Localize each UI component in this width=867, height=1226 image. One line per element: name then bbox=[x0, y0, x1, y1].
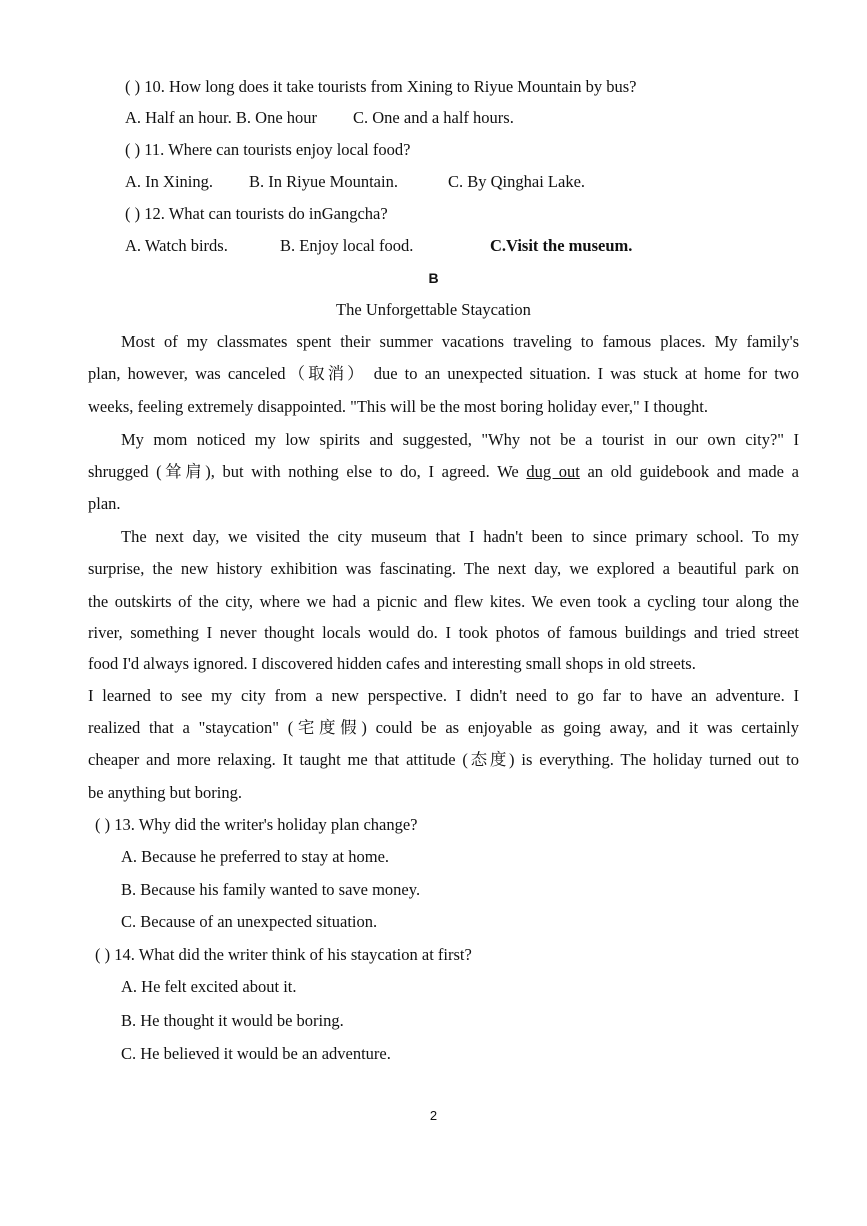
passage-line: be anything but boring. bbox=[88, 783, 242, 802]
page-number: 2 bbox=[429, 1108, 438, 1123]
passage-line: My mom noticed my low spirits and suggested, "Why not be a tourist in our own city?" I bbox=[121, 430, 799, 449]
passage-line: food I'd always ignored. I discovered hidden cafes and interesting small shops in old streets. bbox=[88, 654, 696, 673]
passage-title: The Unforgettable Staycation bbox=[336, 300, 531, 319]
question-14-option-b: B. He thought it would be boring. bbox=[121, 1011, 344, 1030]
question-11-option-a: A. In Xining. bbox=[125, 172, 213, 191]
passage-line: plan. bbox=[88, 494, 121, 513]
passage-text: an old guidebook and made a bbox=[579, 462, 799, 481]
question-14-option-a: A. He felt excited about it. bbox=[121, 977, 297, 996]
question-11-stem: ( ) 11. Where can tourists enjoy local food? bbox=[125, 140, 411, 159]
passage-line: river, something I never thought locals would do. I took photos of famous buildings and tried street bbox=[88, 623, 799, 642]
passage-line: the outskirts of the city, where we had a picnic and flew kites. We even took a cycling tour along the bbox=[88, 592, 799, 611]
question-11-option-b: B. In Riyue Mountain. bbox=[249, 172, 398, 191]
question-12-option-c: C.Visit the museum. bbox=[490, 236, 633, 255]
question-12-option-b: B. Enjoy local food. bbox=[280, 236, 414, 255]
question-13-stem: ( ) 13. Why did the writer's holiday plan change? bbox=[95, 815, 418, 834]
question-14-option-c: C. He believed it would be an adventure. bbox=[121, 1044, 391, 1063]
question-12-stem: ( ) 12. What can tourists do inGangcha? bbox=[125, 204, 388, 223]
question-13-option-c: C. Because of an unexpected situation. bbox=[121, 912, 378, 931]
passage-line: Most of my classmates spent their summer vacations traveling to famous places. My family's bbox=[121, 332, 799, 351]
passage-line: surprise, the new history exhibition was fascinating. The next day, we explored a beautiful park on bbox=[88, 559, 799, 578]
passage-text: shrugged (耸肩), but with nothing else to do, I agreed. We bbox=[88, 462, 527, 481]
passage-line: realized that a "staycation" (宅度假) could be as enjoyable as going away, and it was certainly bbox=[88, 718, 799, 737]
underlined-phrase: dug out bbox=[526, 462, 580, 481]
question-10-option-ab: A. Half an hour. B. One hour bbox=[125, 108, 318, 127]
question-13-option-b: B. Because his family wanted to save money. bbox=[121, 880, 421, 899]
passage-line: I learned to see my city from a new perspective. I didn't need to go far to have an adventure. I bbox=[88, 686, 799, 705]
passage-line: weeks, feeling extremely disappointed. "This will be the most boring holiday ever," I thought. bbox=[88, 397, 708, 416]
passage-line: cheaper and more relaxing. It taught me that attitude (态度) is everything. The holiday turned out to bbox=[88, 750, 799, 769]
question-10-stem: ( ) 10. How long does it take tourists from Xining to Riyue Mountain by bus? bbox=[125, 77, 637, 96]
passage-line: plan, however, was canceled（取消） due to an unexpected situation. I was stuck at home for two bbox=[88, 364, 799, 383]
question-13-option-a: A. Because he preferred to stay at home. bbox=[121, 847, 390, 866]
question-10-option-c: C. One and a half hours. bbox=[353, 108, 514, 127]
question-11-option-c: C. By Qinghai Lake. bbox=[448, 172, 586, 191]
passage-line bbox=[88, 461, 799, 483]
section-label: B bbox=[428, 270, 439, 286]
question-12-option-a: A. Watch birds. bbox=[125, 236, 228, 255]
question-14-stem: ( ) 14. What did the writer think of his staycation at first? bbox=[95, 945, 472, 964]
passage-line: The next day, we visited the city museum that I hadn't been to since primary school. To my bbox=[121, 527, 799, 546]
